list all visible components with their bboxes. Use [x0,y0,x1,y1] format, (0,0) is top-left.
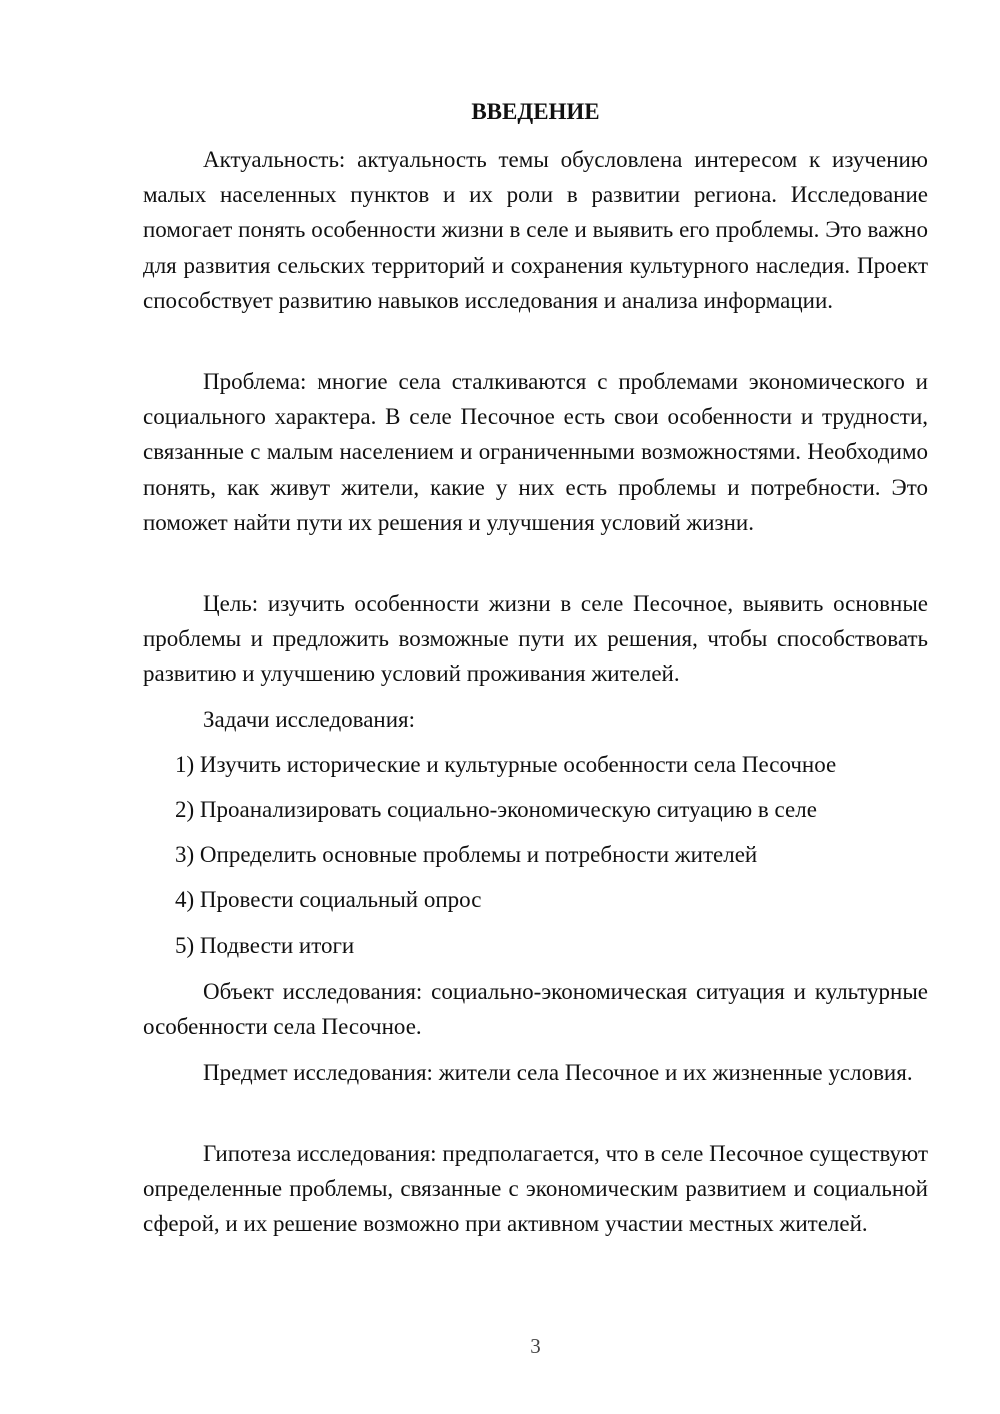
task-item-5: 5) Подвести итоги [175,933,355,958]
section-heading: ВВЕДЕНИЕ [471,99,600,124]
task-item-1: 1) Изучить исторические и культурные особенности села Песочное [175,752,837,777]
tasks-heading: Задачи исследования: [203,707,416,732]
actuality-paragraph: Актуальность: актуальность темы обусловлена интересом к изучению малых населенных пунктов и их роли в развитии региона. Исследование помогает понять особенности жизни в селе и выявить его проблемы. Это важно для развития сельских территорий и сохранения культурного наследия. Проект способствует развитию навыков исследования и анализа информации. [143,147,928,313]
task-item-4: 4) Провести социальный опрос [175,887,482,912]
hypothesis-paragraph: Гипотеза исследования: предполагается, что в селе Песочное существуют определенные проблемы, связанные с экономическим развитием и социальной сферой, и их решение возможно при активном участии местных жителей. [143,1141,928,1237]
task-item-2: 2) Проанализировать социально-экономическую ситуацию в селе [175,797,817,822]
goal-paragraph: Цель: изучить особенности жизни в селе Песочное, выявить основные проблемы и предложить возможные пути их решения, чтобы способствовать развитию и улучшению условий проживания жителей. [143,591,928,687]
object-paragraph: Объект исследования: социально-экономическая ситуация и культурные особенности села Песочное. [143,979,928,1040]
problem-paragraph: Проблема: многие села сталкиваются с проблемами экономического и социального характера. В селе Песочное есть свои особенности и трудности, связанные с малым населением и ограниченными возможностями. Необходимо понять, как живут жители, какие у них есть проблемы и потребности. Это поможет найти пути их решения и улучшения условий жизни. [143,369,928,535]
task-item-3: 3) Определить основные проблемы и потребности жителей [175,842,758,867]
subject-paragraph: Предмет исследования: жители села Песочное и их жизненные условия. [203,1060,913,1085]
page-number: 3 [530,1334,541,1358]
